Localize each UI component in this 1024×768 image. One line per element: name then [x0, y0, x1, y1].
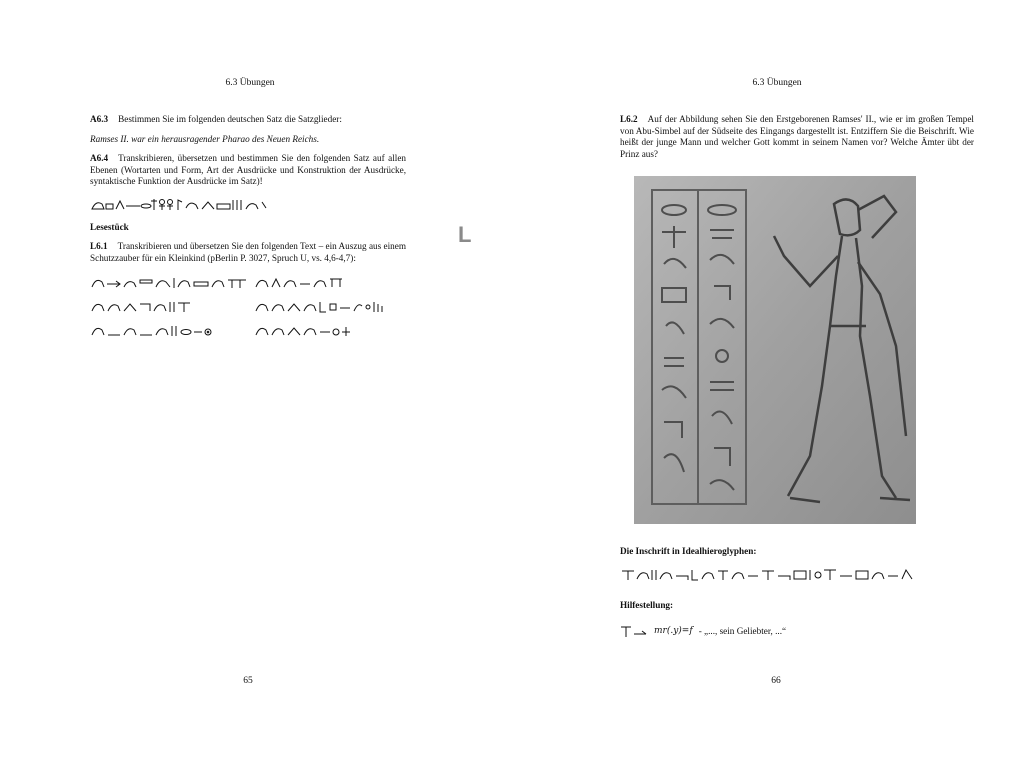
right-content	[620, 114, 974, 168]
idealhieroglyph-line	[620, 566, 920, 582]
exercise-text: Transkribieren und übersetzen Sie den folgenden Text – ein Auszug aus einem Schutzzauber für ein Kleinkind (pBerlin P. 3027, Spruch U, vs. 4,6-4,7):	[90, 241, 406, 263]
center-mark: L	[458, 222, 472, 247]
help-line	[620, 624, 980, 638]
exercise-text: Transkribieren, übersetzen und bestimmen Sie den folgenden Satz auf allen Ebenen (Wortarten und Form, Art der Ausdrücke und Konstruktion der Ausdrücke, syntaktische Funktion der Ausdrücke im Satz)!	[90, 153, 406, 186]
exercise-text: Auf der Abbildung sehen Sie den Erstgeborenen Ramses' II., wie er im großen Tempel von Abu-Simbel auf der Südseite des Eingangs dargestellt ist. Entziffern Sie die Beischrift. Wie heißt der junge Mann und welcher Gott kommt in seinem Namen vor? Welche Ämter übt der Prinz aus?	[620, 114, 974, 159]
left-content	[90, 114, 406, 338]
hieroglyph-line	[90, 322, 250, 338]
hieroglyph-mr	[620, 624, 648, 638]
example-sentence: Ramses II. war ein herausragender Pharao des Neuen Reichs.	[90, 133, 320, 144]
exercise-label: A6.3	[90, 114, 109, 124]
exercise-l62	[620, 114, 974, 160]
help-section	[620, 600, 980, 638]
exercise-label: L6.1	[90, 241, 108, 251]
inscription-heading: Die Inschrift in Idealhieroglyphen:	[620, 546, 757, 556]
transliteration: mr(.y)=f	[654, 626, 693, 636]
hieroglyph-line	[254, 298, 404, 314]
hieroglyph-line	[254, 274, 404, 290]
page-number-right: 66	[771, 676, 781, 686]
section-heading-lesestueck: Lesestück	[90, 221, 129, 232]
hieroglyph-sentence	[90, 196, 406, 212]
exercise-a63	[90, 114, 406, 126]
inscription-section	[620, 546, 980, 587]
exercise-text: Bestimmen Sie im folgenden deutschen Satz die Satzglieder:	[118, 114, 342, 124]
running-head-right: 6.3 Übungen	[752, 78, 802, 88]
running-head-left: 6.3 Übungen	[225, 78, 275, 88]
help-heading: Hilfestellung:	[620, 600, 674, 610]
hieroglyph-sentence-glyphs	[90, 196, 280, 212]
relief-photograph	[634, 176, 916, 524]
exercise-l61	[90, 241, 406, 264]
page-number-left: 65	[243, 676, 253, 686]
relief-image	[634, 176, 916, 524]
right-page	[512, 0, 1024, 768]
hieroglyph-line	[90, 274, 250, 290]
exercise-label: A6.4	[90, 153, 109, 163]
exercise-label: L6.2	[620, 114, 638, 124]
hieroglyph-line	[254, 322, 404, 338]
exercise-a64	[90, 153, 406, 188]
gloss: - „..., sein Geliebter, ...“	[698, 626, 787, 636]
hieroglyph-line	[90, 298, 250, 314]
hieroglyph-text-block	[90, 274, 406, 338]
